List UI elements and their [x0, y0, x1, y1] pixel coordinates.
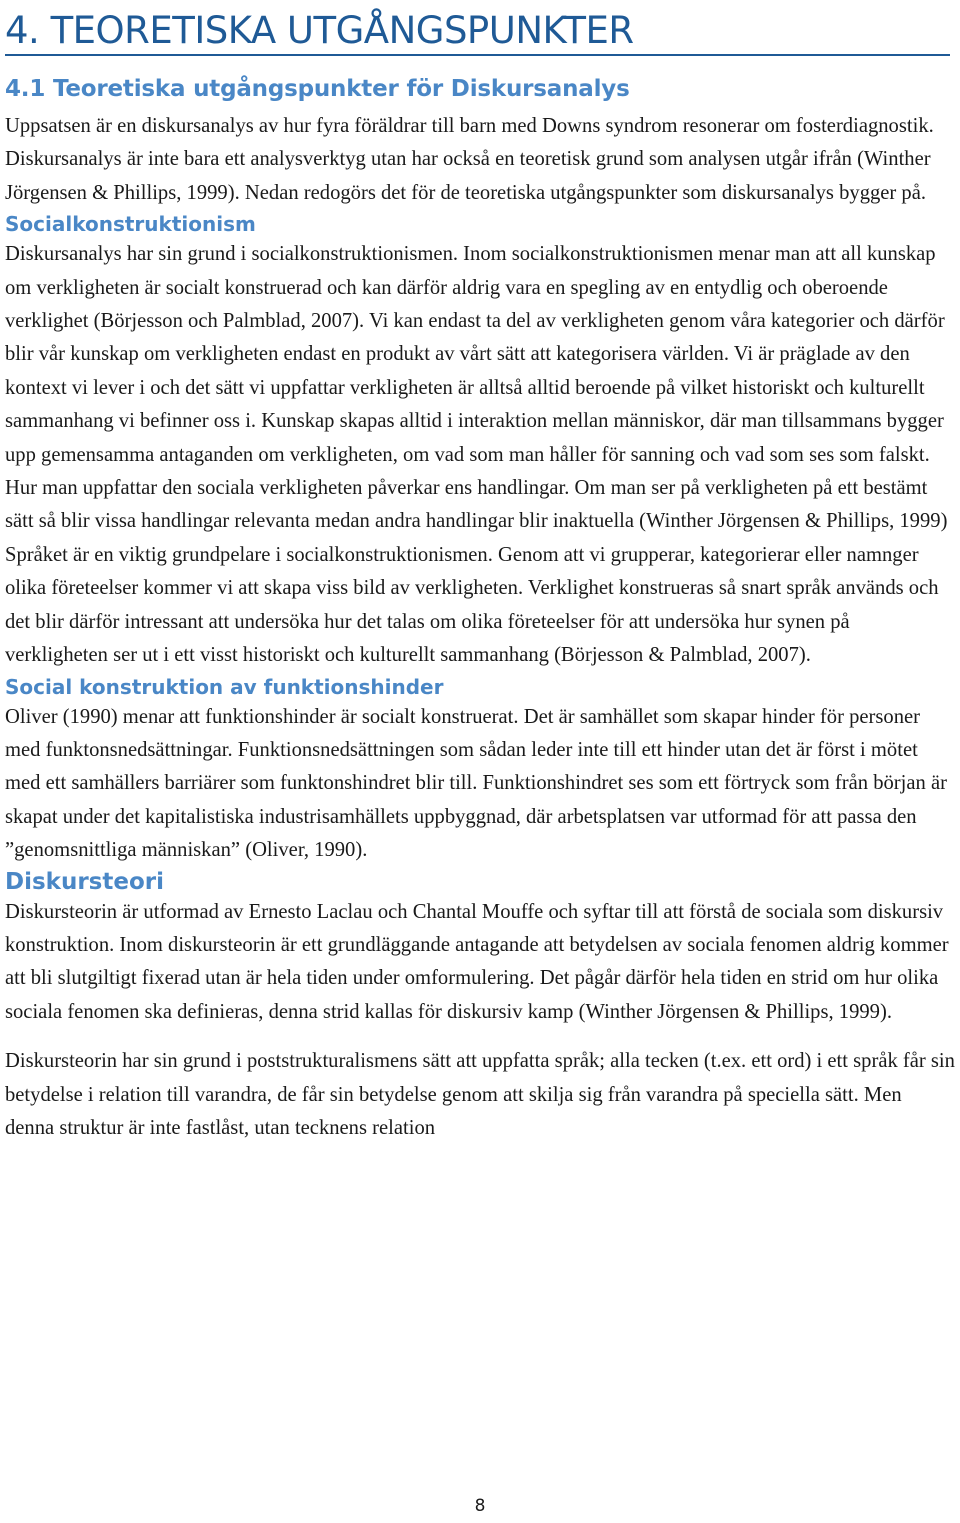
funktionshinder-paragraph: Oliver (1990) menar att funktionshinder är socialt konstruerat. Det är samhället som skapar hinder för personer med funktonsnedsättningar. Funktionsnedsättningen som sådan leder inte till ett hinder utan det är först i mötet med ett samhällers barriärer som funktonshindret blir till. Funktionshindret ses som ett förtryck som från början är skapat under det kapitalistiska industrisamhällets uppbyggnad, där arbetsplatsen var utformad för att passa den ”genomsnittliga människan” (Oliver, 1990). [5, 705, 947, 862]
page-number: 8 [474, 1496, 486, 1516]
diskursteori-paragraph-2: Diskursteorin har sin grund i poststrukturalismens sätt att uppfatta språk; alla tecken (t.ex. ett ord) i ett språk får sin betydelse i relation till varandra, de får sin betydelse genom att skilja sig från varandra på speciella sätt. Men denna struktur är inte fastlåst, utan tecknens relation [5, 1050, 955, 1139]
socialkonstruktionism-heading: Socialkonstruktionism [5, 212, 256, 237]
document-page [5, 0, 955, 1145]
diskursteori-heading: Diskursteori [5, 868, 164, 895]
diskursteori-paragraph-1: Diskursteorin är utformad av Ernesto Laclau och Chantal Mouffe och syftar till att förstå de sociala som diskursiv konstruktion. Inom diskursteorin är ett grundläggande antagande att betydelsen av sociala fenomen aldrig kommer att bli slutgiltigt fixerad utan är hela tiden under omformulering. Det pågår därför hela tiden en strid om hur olika sociala fenomen ska definieras, denna strid kallas för diskursiv kamp (Winther Jörgensen & Phillips, 1999). [5, 900, 949, 1023]
intro-paragraph: Uppsatsen är en diskursanalys av hur fyra föräldrar till barn med Downs syndrom resonerar om fosterdiagnostik. Diskursanalys är inte bara ett analysverktyg utan har också en teoretisk grund som analysen utgår ifrån (Winther Jörgensen & Phillips, 1999). Nedan redogörs det för de teoretiska utgångspunkter som diskursanalys bygger på. [5, 115, 934, 204]
chapter-title: 4. TEORETISKA UTGÅNGSPUNKTER [5, 0, 950, 56]
socialkonstruktionism-paragraph: Diskursanalys har sin grund i socialkonstruktionismen. Inom socialkonstruktionismen menar man att all kunskap om verkligheten är socialt konstruerad och kan därför aldrig vara en spegling av en entydlig och oberoende verklighet (Börjesson och Palmblad, 2007). Vi kan endast ta del av verkligheten genom våra kategorier och därför blir vår kunskap om verkligheten endast en produkt av vårt sätt att kategorisera världen. Vi är präglade av den kontext vi lever i och det sätt vi uppfattar verkligheten är alltså alltid beroende på vilket historiskt och kulturellt sammanhang vi befinner oss i. Kunskap skapas alltid i interaktion mellan människor, där man tillsammans bygger upp gemensamma antaganden om verkligheten, om vad som man håller för sanning och vad som ses som falskt. Hur man uppfattar den sociala verkligheten påverkar ens handlingar. Om man ser på verkligheten på ett bestämt sätt så blir vissa handlingar relevanta medan andra handlingar blir inaktuella (Winther Jörgensen & Phillips, 1999) Språket är en viktig grundpelare i socialkonstruktionismen. Genom att vi grupperar, kategorierar eller namnger olika företeelser kommer vi att skapa viss bild av verkligheten. Verklighet konstrueras så snart språk används och det blir därför intressant att undersöka hur det talas om olika företeelser för att undersöka hur synen på verkligheten ser ut i ett visst historiskt och kulturellt sammanhang (Börjesson & Palmblad, 2007). [5, 243, 948, 667]
funktionshinder-heading: Social konstruktion av funktionshinder [5, 674, 444, 699]
section-title: 4.1 Teoretiska utgångspunkter för Diskursanalys [5, 76, 630, 102]
